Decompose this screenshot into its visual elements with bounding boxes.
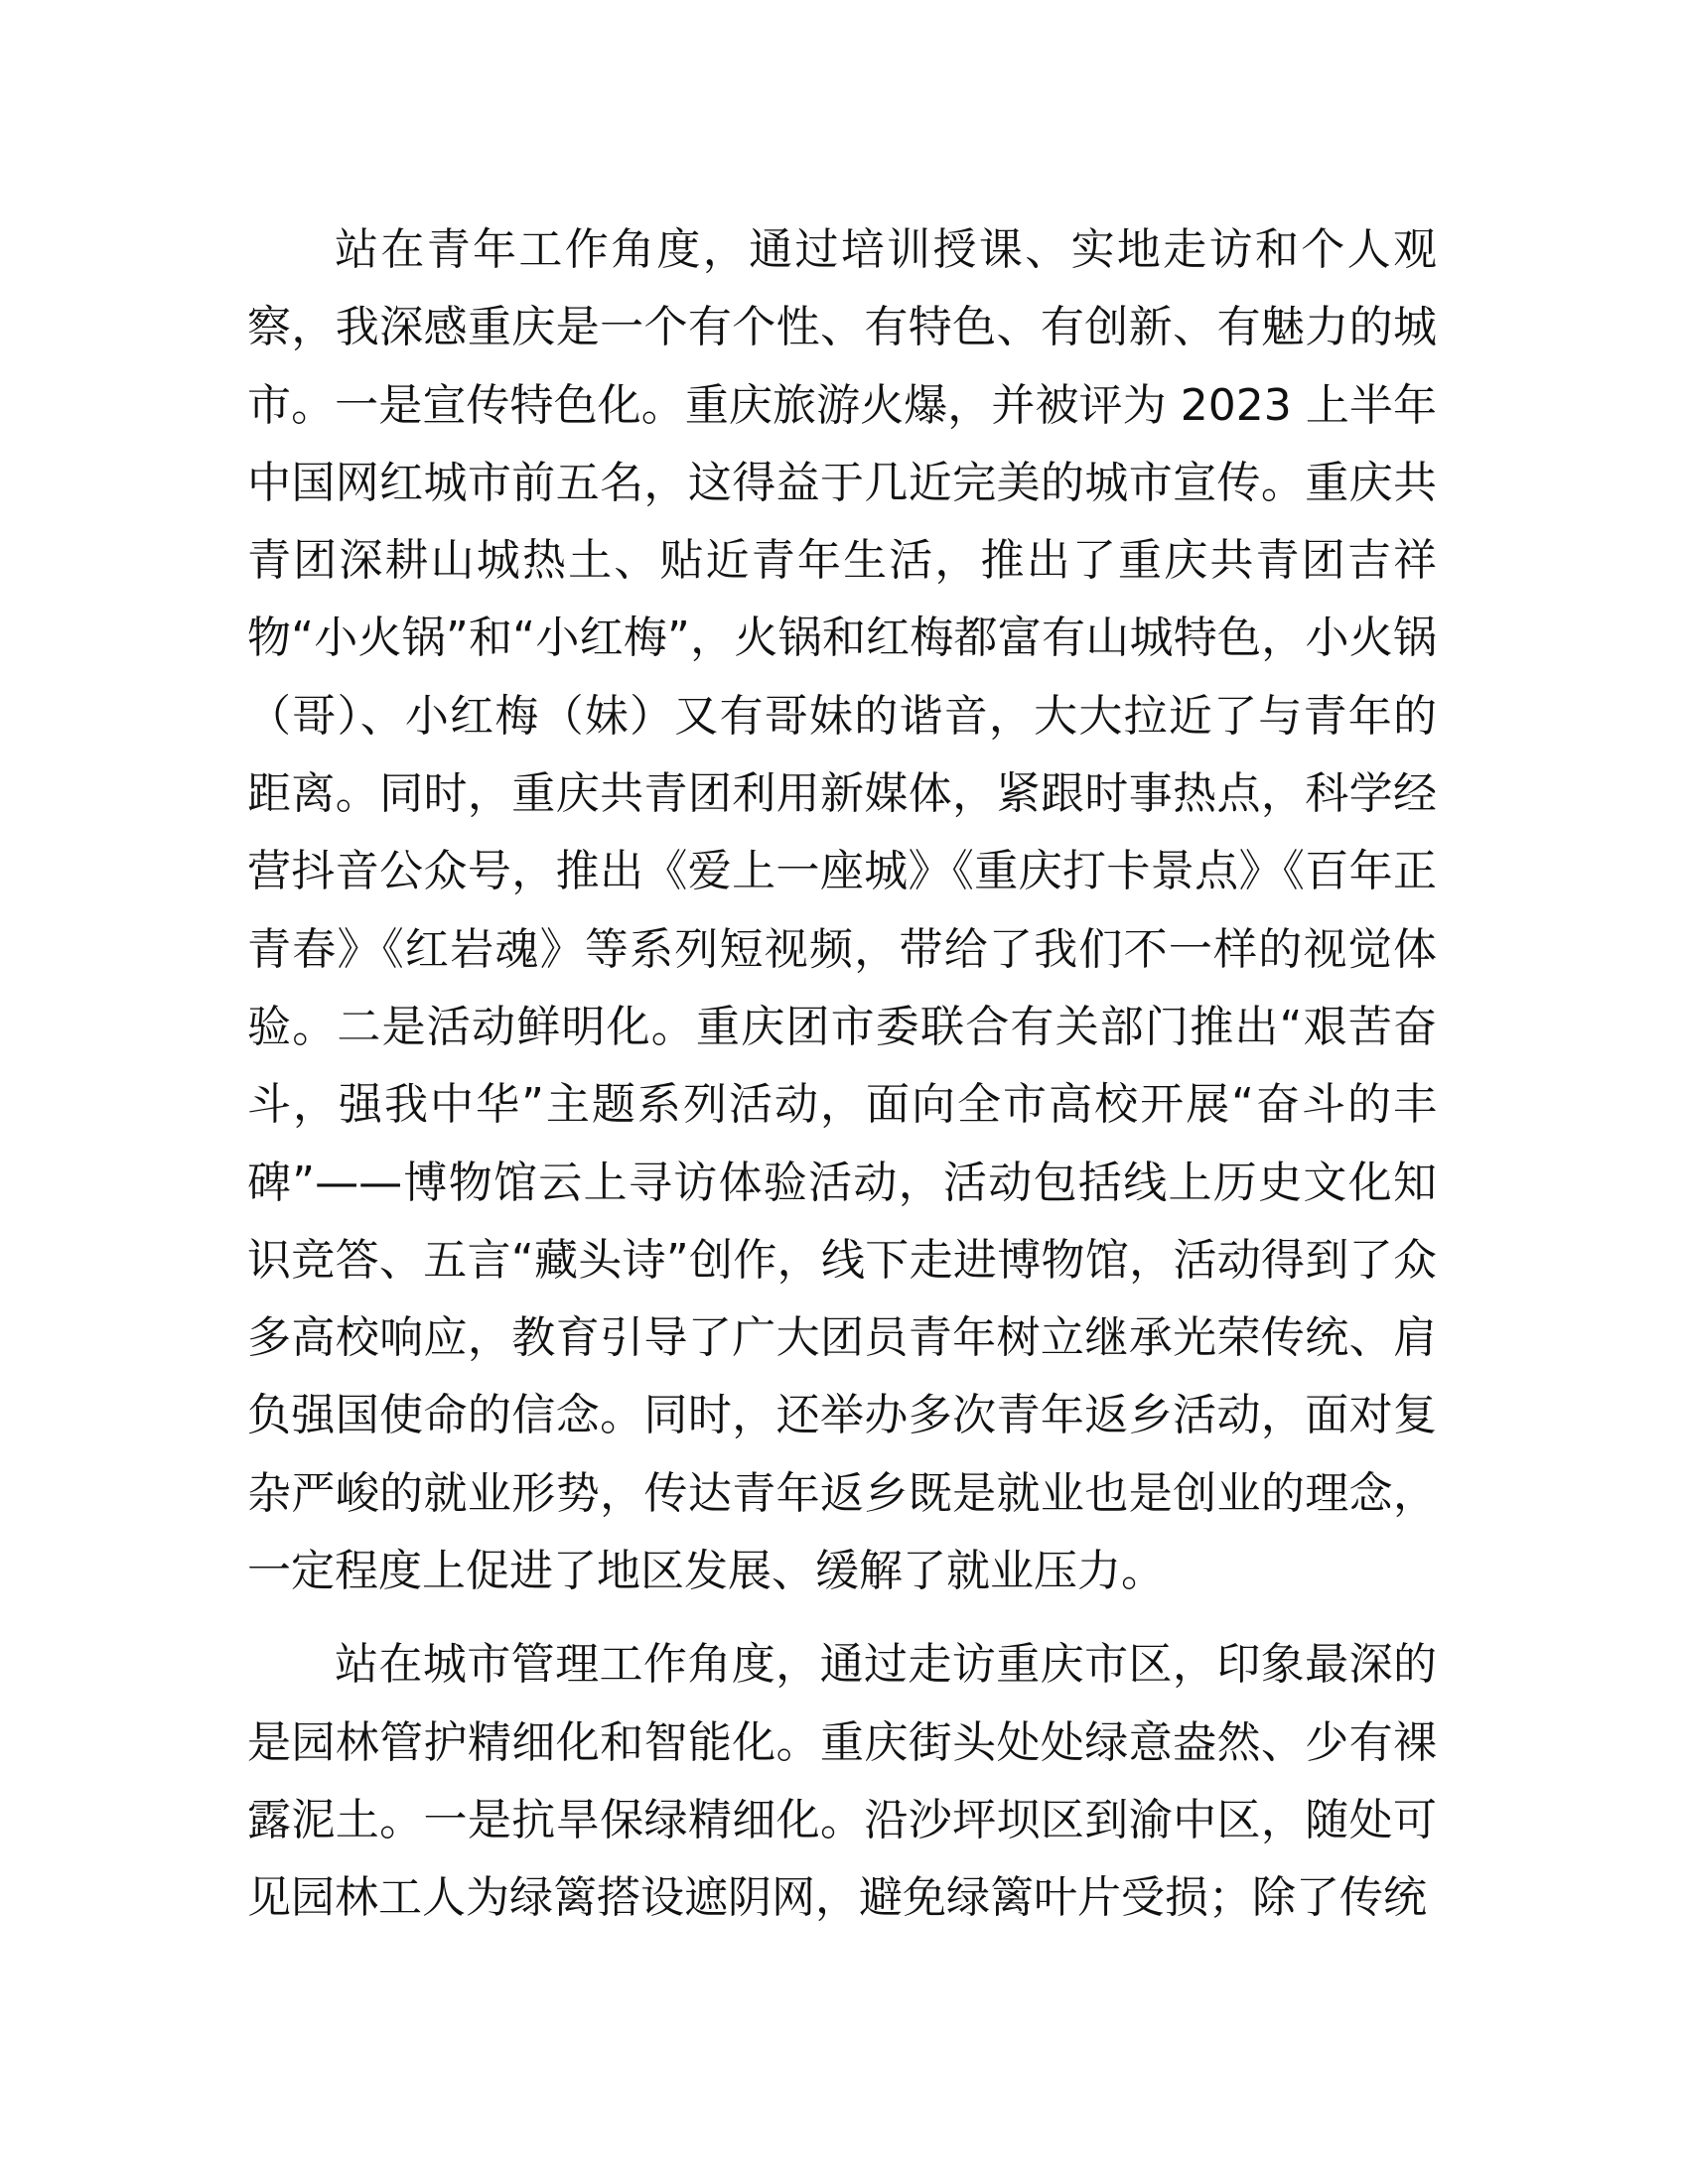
paragraph-city-management: 站在城市管理工作角度，通过走访重庆市区，印象最深的是园林管护精细化和智能化。重庆街头处处绿意盎然、少有裸露泥土。一是抗旱保绿精细化。沿沙坪坝区到渝中区，随处可见园林工人为绿篱搭设遮阴网，避免绿篱叶片受损；除了传统: [247, 1639, 1437, 1924]
document-body: [247, 211, 1437, 1938]
paragraph-youth-work: 站在青年工作角度，通过培训授课、实地走访和个人观察，我深感重庆是一个有个性、有特色、有创新、有魅力的城市。一是宣传特色化。重庆旅游火爆，并被评为 2023 上半年中国网红城市前五名，这得益于几近完美的城市宣传。重庆共青团深耕山城热土、贴近青年生活，推出了重庆共青团吉祥物“小火锅”和“小红梅”，火锅和红梅都富有山城特色，小火锅（哥）、小红梅（妹）又有哥妹的谐音，大大拉近了与青年的距离。同时，重庆共青团利用新媒体，紧跟时事热点，科学经营抖音公众号，推出《爱上一座城》《重庆打卡景点》《百年正青春》《红岩魂》等系列短视频，带给了我们不一样的视觉体验。二是活动鲜明化。重庆团市委联合有关部门推出“艰苦奋斗，强我中华”主题系列活动，面向全市高校开展“奋斗的丰碑”——博物馆云上寻访体验活动，活动包括线上历史文化知识竞答、五言“藏头诗”创作，线下走进博物馆，活动得到了众多高校响应，教育引导了广大团员青年树立继承光荣传统、肩负强国使命的信念。同时，还举办多次青年返乡活动，面对复杂严峻的就业形势，传达青年返乡既是就业也是创业的理念，一定程度上促进了地区发展、缓解了就业压力。: [247, 224, 1437, 1597]
